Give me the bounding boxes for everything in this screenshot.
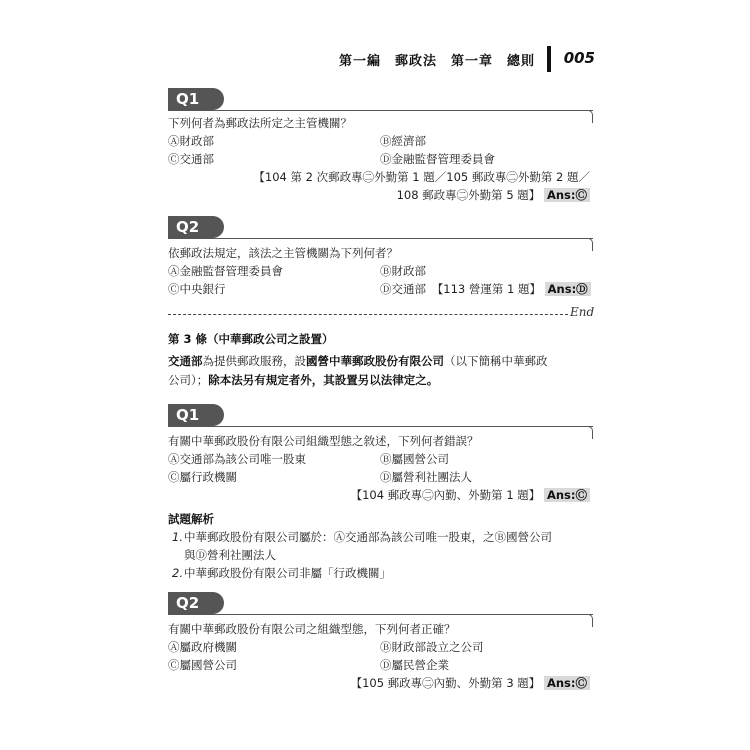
option-d: Ⓓ金融監督管理委員會 [380,152,495,166]
rule-hook [586,426,593,439]
option-d: Ⓓ屬民營企業 [380,658,449,672]
question-tab: Q1 [168,88,224,110]
section-divider [168,314,568,316]
article-emphasis: 除本法另有規定者外，其設置另以法律定之。 [208,373,439,387]
question-rule [168,614,593,615]
question-tab: Q2 [168,592,224,614]
source-citation-cont [397,186,590,204]
question-text: 下列何者為郵政法所定之主管機關？ [168,116,352,130]
source-citation: 【105 郵政專㊁內勤、外勤第 3 題】 [350,676,541,690]
source-citation: 【104 第 2 次郵政專㊁外勤第 1 題／105 郵政專㊁外勤第 2 題／ [253,170,590,184]
end-label: End [570,305,595,319]
option-c: Ⓒ中央銀行 [168,282,226,296]
question-text: 有關中華郵政股份有限公司之組織型態，下列何者正確？ [168,622,456,636]
source-citation-row [351,486,590,504]
option-a: Ⓐ財政部 [168,134,214,148]
analysis-item [172,564,592,582]
question-rule [168,110,593,111]
analysis-item [172,528,592,546]
answer-badge: Ans:Ⓒ [544,488,590,502]
option-d-with-source [380,280,591,298]
article-body-line2 [168,371,438,389]
option-d: Ⓓ交通部 【113 營運第 1 題】 [380,282,541,296]
article-text: 公司）； [168,373,209,387]
question-tab: Q1 [168,404,224,426]
question-rule [168,426,593,427]
question-text: 有關中華郵政股份有限公司組織型態之敘述，下列何者錯誤？ [168,434,479,448]
item-number: 2. [172,566,183,580]
option-c: Ⓒ屬行政機關 [168,470,237,484]
question-text: 依郵政法規定，該法之主管機關為下列何者？ [168,246,398,260]
rule-hook [586,614,593,627]
item-text: 中華郵政股份有限公司屬於：Ⓐ交通部為該公司唯一股東，之Ⓑ國營公司 [184,530,552,544]
option-d: Ⓓ屬營利社團法人 [380,470,472,484]
source-citation-row [351,674,590,692]
item-text: 中華郵政股份有限公司非屬「行政機關」 [184,566,391,580]
item-number: 1. [172,530,183,544]
article-text: 為提供郵政服務，設 [202,354,306,368]
option-a: Ⓐ金融監督管理委員會 [168,264,283,278]
option-b: Ⓑ財政部設立之公司 [380,640,484,654]
analysis-title: 試題解析 [168,512,214,526]
running-header [150,46,595,72]
rule-hook [586,238,593,251]
rule-hook [586,110,593,123]
option-b: Ⓑ屬國營公司 [380,452,449,466]
header-divider-bar [547,46,551,72]
article-emphasis: 交通部 [168,354,203,368]
question-rule [168,238,593,239]
answer-badge: Ans:Ⓒ [544,676,590,690]
analysis-item-cont: 與Ⓓ營利社團法人 [184,548,276,562]
page-number: 005 [563,49,595,67]
article-text: （以下簡稱中華郵政 [444,354,548,368]
source-citation-text: 108 郵政專㊁外勤第 5 題】 [396,188,541,202]
chapter-title: 第一編 郵政法 第一章 總則 [338,54,535,69]
answer-badge: Ans:Ⓒ [544,188,590,202]
option-b: Ⓑ經濟部 [380,134,426,148]
option-b: Ⓑ財政部 [380,264,426,278]
answer-badge: Ans:Ⓓ [545,282,591,296]
question-tab: Q2 [168,216,224,238]
article-title: 第 3 條（中華郵政公司之設置） [168,332,334,346]
option-c: Ⓒ屬國營公司 [168,658,237,672]
article-body-line1 [168,352,548,370]
option-a: Ⓐ交通部為該公司唯一股東 [168,452,306,466]
source-citation: 【104 郵政專㊁內勤、外勤第 1 題】 [350,488,541,502]
option-c: Ⓒ交通部 [168,152,214,166]
option-a: Ⓐ屬政府機關 [168,640,237,654]
article-emphasis: 國營中華郵政股份有限公司 [306,354,444,368]
